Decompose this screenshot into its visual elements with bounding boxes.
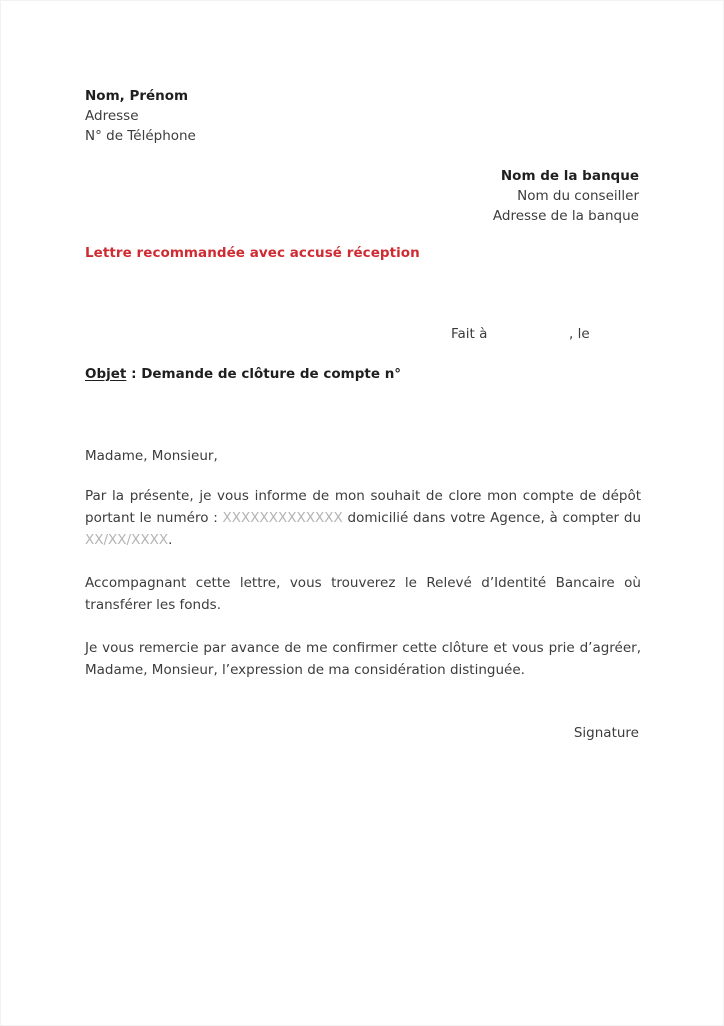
paragraph-1-after: . xyxy=(168,532,173,548)
paragraph-1-before: Par la présente, je vous informe de mon souhait de clore mon compte de dépôt portant le numéro : xyxy=(85,488,641,526)
sender-address: Adresse xyxy=(85,108,139,124)
recipient-bank-name: Nom de la banque xyxy=(500,168,639,184)
paragraph-2: Accompagnant cette lettre, vous trouverez le Relevé d’Identité Bancaire où transférer les fonds. xyxy=(85,575,641,613)
registered-mail-notice: Lettre recommandée avec accusé réception xyxy=(85,245,420,261)
recipient-block xyxy=(279,166,639,226)
place-label: Fait à xyxy=(451,326,488,342)
paragraph-3: Je vous remercie par avance de me confirmer cette clôture et vous prie d’agréer, Madame, Monsieur, l’expression de ma considération distinguée. xyxy=(85,640,641,678)
sender-block xyxy=(85,86,485,146)
subject-line xyxy=(85,366,401,382)
paragraph-1 xyxy=(85,485,641,551)
letter-body xyxy=(85,445,641,681)
account-number-placeholder: XXXXXXXXXXXXX xyxy=(222,510,343,526)
sender-name: Nom, Prénom xyxy=(85,88,189,104)
recipient-advisor: Nom du conseiller xyxy=(517,188,639,204)
paragraph-1-middle: domicilié dans votre Agence, à compter du xyxy=(342,510,641,526)
salutation: Madame, Monsieur, xyxy=(85,448,218,464)
sender-phone: N° de Téléphone xyxy=(85,128,196,144)
closing-date-placeholder: XX/XX/XXXX xyxy=(85,532,169,548)
subject-label: Objet xyxy=(85,366,127,382)
recipient-bank-address: Adresse de la banque xyxy=(492,208,639,224)
signature-label: Signature xyxy=(573,725,639,741)
subject-text: : Demande de clôture de compte n° xyxy=(126,366,402,382)
date-label: , le xyxy=(569,326,590,342)
